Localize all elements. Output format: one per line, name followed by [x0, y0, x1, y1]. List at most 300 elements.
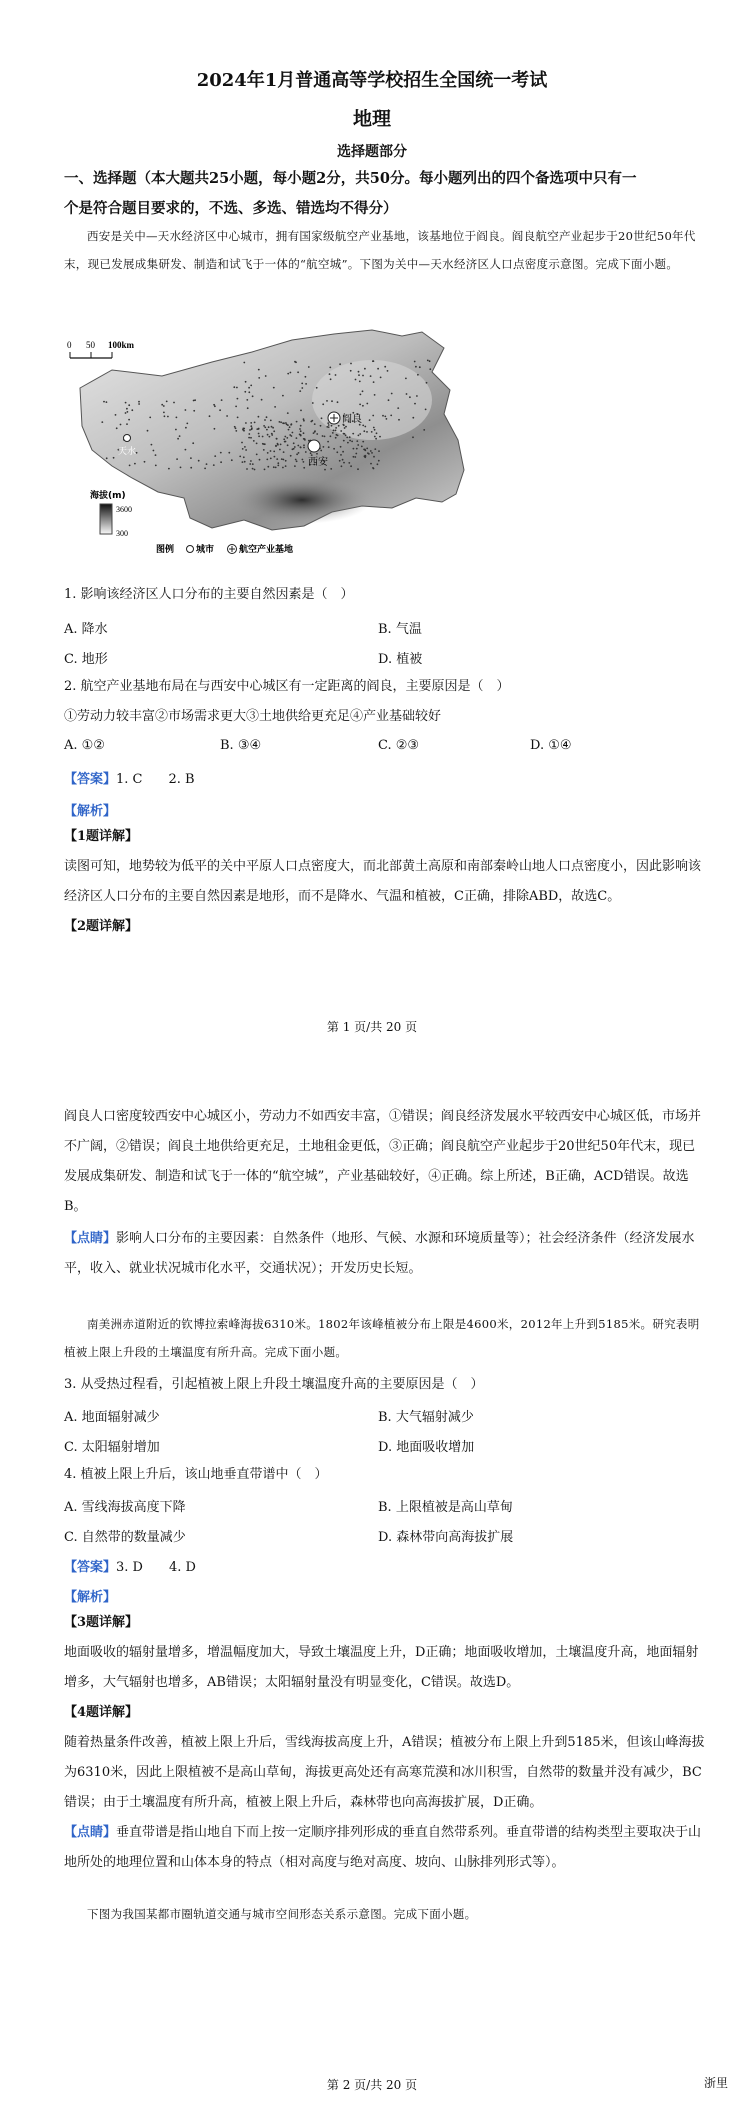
population-dot [206, 463, 208, 465]
population-dot [380, 377, 382, 379]
population-dot [300, 425, 302, 427]
population-dot [185, 409, 187, 411]
population-dot [243, 362, 245, 364]
population-dot [310, 421, 312, 423]
population-dot [263, 449, 265, 451]
population-dot [321, 417, 323, 419]
population-dot [285, 465, 287, 467]
population-dot [330, 378, 332, 380]
population-dot [335, 437, 337, 439]
population-dot [283, 451, 285, 453]
population-dot [303, 467, 305, 469]
legend-city: 城市 [196, 545, 215, 555]
population-dot [324, 469, 326, 471]
population-dot [138, 401, 140, 403]
corner-watermark: 浙里 [703, 2076, 728, 2090]
population-dot [287, 444, 289, 446]
page-footer-2: 第 2 页/共 20 页 [326, 2078, 418, 2092]
q2-option-a: A. ①② [64, 738, 105, 753]
population-dot [263, 425, 265, 427]
population-dot [416, 395, 418, 397]
q3-option-a: A. 地面辐射减少 [64, 1410, 160, 1425]
population-dot [287, 373, 289, 375]
population-dot [273, 430, 275, 432]
tips-text-2: 垂直带谱是指山地自下而上按一定顺序排列形成的垂直自然带系列。垂直带谱的结构类型主要取决于山地所处的地理位置和山体本身的特点（相对高度与绝对高度、坡向、山脉排列形式等）。 [64, 1825, 702, 1870]
population-dot [272, 427, 274, 429]
population-dot [376, 432, 378, 434]
population-dot [248, 391, 250, 393]
population-dot [237, 398, 239, 400]
population-dot [314, 430, 316, 432]
population-dot [371, 431, 373, 433]
answer-text: 1. C 2. B [116, 772, 195, 787]
population-dot [429, 368, 431, 370]
population-dot [264, 427, 266, 429]
population-dot [378, 450, 380, 452]
population-dot [350, 465, 352, 467]
question-2-items: ①劳动力较丰富②市场需求更大③土地供给更充足④产业基础较好 [64, 709, 442, 724]
answer-line-1 [64, 768, 195, 787]
population-dot [359, 404, 361, 406]
population-dot [245, 449, 247, 451]
population-dot [116, 427, 118, 429]
population-dot [351, 441, 353, 443]
population-dot [300, 446, 302, 448]
population-dot [372, 467, 374, 469]
population-dot [176, 417, 178, 419]
population-dot [338, 425, 340, 427]
population-dot [155, 465, 157, 467]
q2-detail-title: 【2题详解】 [64, 919, 139, 934]
population-dot [153, 450, 155, 452]
population-dot [289, 434, 291, 436]
population-dot [103, 401, 105, 403]
population-dot [175, 429, 177, 431]
population-dot [249, 429, 251, 431]
population-dot [405, 378, 407, 380]
population-dot [314, 423, 316, 425]
population-dot [250, 422, 252, 424]
population-dot [190, 457, 192, 459]
question-1: 1. 影响该经济区人口分布的主要自然因素是（ ） [64, 587, 354, 602]
q2-detail-continued: 阎良人口密度较西安中心城区小，劳动力不如西安丰富，①错误；阎良经济发展水平较西安中心城区低，市场并不广阔，②错误；阎良土地供给更充足，土地租金更低，③正确；阎良航空产业起步于20世纪50年代末，现已发展成集研发、制造和试飞于一体的“航空城”，产业基础较好，④正确。综上所述，B正确，ACD错误。故选B。 [64, 1109, 702, 1214]
population-dot [347, 442, 349, 444]
q1-option-d: D. 植被 [378, 652, 423, 667]
tips-text-1: 影响人口分布的主要因素：自然条件（地形、气候、水源和环境质量等）；社会经济条件（经济发展水平，收入、就业状况城市化水平，交通状况）；开发历史长短。 [64, 1231, 695, 1276]
population-dot [362, 425, 364, 427]
population-dot [273, 451, 275, 453]
population-dot [235, 430, 237, 432]
population-dot [270, 450, 272, 452]
population-dot [262, 436, 264, 438]
population-dot [167, 416, 169, 418]
population-dot [262, 443, 264, 445]
population-dot [331, 425, 333, 427]
legend-low: 300 [116, 529, 128, 538]
population-dot [294, 465, 296, 467]
q1-option-c: C. 地形 [64, 652, 108, 667]
population-dot [198, 460, 200, 462]
population-dot [406, 393, 408, 395]
population-dot [293, 442, 295, 444]
population-dot [267, 434, 269, 436]
scale-50-label: 50 [86, 340, 95, 350]
population-dot [364, 456, 366, 458]
population-dot [331, 400, 333, 402]
population-dot [301, 387, 303, 389]
population-dot [328, 424, 330, 426]
population-dot [423, 429, 425, 431]
population-dot [353, 456, 355, 458]
population-dot [248, 437, 250, 439]
population-dot [316, 433, 318, 435]
population-dot [384, 366, 386, 368]
population-dot [271, 434, 273, 436]
population-dot [370, 375, 372, 377]
population-dot [417, 374, 419, 376]
population-dot [369, 419, 371, 421]
city-marker-xian [308, 440, 320, 452]
population-dot [176, 458, 178, 460]
population-dot [316, 387, 318, 389]
population-dot [427, 360, 429, 362]
population-dot [344, 427, 346, 429]
population-dot [101, 421, 103, 423]
population-dot [299, 390, 301, 392]
population-dot [244, 446, 246, 448]
population-dot [350, 363, 352, 365]
population-dot [236, 387, 238, 389]
population-dot [283, 459, 285, 461]
population-dot [346, 437, 348, 439]
population-dot [280, 421, 282, 423]
population-dot [339, 460, 341, 462]
q2-option-c: C. ②③ [378, 738, 420, 753]
population-dot [362, 405, 364, 407]
population-dot [336, 434, 338, 436]
population-dot [287, 412, 289, 414]
population-dot [352, 433, 354, 435]
population-dot [269, 436, 271, 438]
population-dot [297, 445, 299, 447]
city-label-xian: 西安 [308, 457, 328, 468]
legend-high: 3600 [116, 505, 132, 514]
population-dot [250, 460, 252, 462]
population-dot [366, 403, 368, 405]
population-dot [264, 469, 266, 471]
population-dot [350, 370, 352, 372]
population-dot [358, 435, 360, 437]
population-dot [163, 412, 165, 414]
population-dot [303, 447, 305, 449]
population-dot [386, 418, 388, 420]
population-dot [209, 415, 211, 417]
population-dot [329, 367, 331, 369]
population-dot [239, 456, 241, 458]
population-dot [354, 456, 356, 458]
question-3: 3. 从受热过程看，引起植被上限上升段土壤温度升高的主要原因是（ ） [64, 1377, 484, 1392]
population-dot [364, 450, 366, 452]
population-dot [295, 459, 297, 461]
population-dot [280, 444, 282, 446]
population-dot [296, 437, 298, 439]
population-dot [214, 428, 216, 430]
population-dot [138, 403, 140, 405]
population-dot [242, 461, 244, 463]
exam-title: 2024年1月普通高等学校招生全国统一考试 [196, 70, 548, 91]
population-dot [214, 405, 216, 407]
q1-option-a: A. 降水 [64, 622, 108, 637]
population-dot [303, 420, 305, 422]
population-dot [149, 417, 151, 419]
population-dot [311, 454, 313, 456]
population-dot [348, 462, 350, 464]
population-dot [358, 371, 360, 373]
population-dot [300, 410, 302, 412]
population-dot [414, 403, 416, 405]
population-dot [258, 369, 260, 371]
population-dot [249, 463, 251, 465]
population-dot [248, 387, 250, 389]
population-dot [353, 448, 355, 450]
population-dot [258, 416, 260, 418]
population-dot [220, 461, 222, 463]
population-dot [168, 468, 170, 470]
population-dot [343, 433, 345, 435]
population-dot [285, 422, 287, 424]
population-dot [275, 445, 277, 447]
population-dot [259, 459, 261, 461]
population-dot [329, 373, 331, 375]
population-dot [252, 468, 254, 470]
population-dot [308, 366, 310, 368]
population-dot [357, 444, 359, 446]
population-dot [106, 401, 108, 403]
population-dot [275, 467, 277, 469]
population-dot [419, 366, 421, 368]
population-dot [258, 377, 260, 379]
population-dot [244, 391, 246, 393]
population-dot [155, 454, 157, 456]
population-dot [366, 431, 368, 433]
q3-option-c: C. 太阳辐射增加 [64, 1440, 160, 1455]
population-dot [330, 468, 332, 470]
population-dot [290, 455, 292, 457]
tips-tag-1: 【点睛】 [64, 1231, 117, 1246]
population-dot [285, 460, 287, 462]
population-dot [357, 468, 359, 470]
population-dot [290, 372, 292, 374]
q4-option-b: B. 上限植被是高山草甸 [378, 1500, 513, 1515]
legend-label: 图例 [156, 545, 175, 555]
passage-3: 下图为我国某都市圈轨道交通与城市空间形态关系示意图。完成下面小题。 [87, 1907, 477, 1921]
population-dot [276, 458, 278, 460]
population-dot [185, 427, 187, 429]
answer-line-2 [64, 1556, 196, 1575]
passage-2: 南美洲赤道附近的钦博拉索峰海拔6310米。1802年该峰植被分布上限是4600米，2012年上升到5185米。研究表明植被上限上升段的土壤温度有所升高。完成下面小题。 [64, 1317, 700, 1359]
population-dot [246, 399, 248, 401]
population-dot [221, 399, 223, 401]
population-dot [220, 452, 222, 454]
population-dot [377, 368, 379, 370]
population-dot [106, 457, 108, 459]
population-dot [370, 450, 372, 452]
population-dot [375, 438, 377, 440]
population-dot [412, 436, 414, 438]
q2-option-d: D. ①④ [530, 738, 572, 753]
population-dot [292, 432, 294, 434]
population-dot [247, 407, 249, 409]
population-dot [335, 374, 337, 376]
population-dot [364, 368, 366, 370]
population-dot [151, 444, 153, 446]
population-dot [372, 360, 374, 362]
population-dot [293, 448, 295, 450]
population-dot [374, 436, 376, 438]
passage-1: 西安是关中—天水经济区中心城市，拥有国家级航空产业基地，该基地位于阎良。阎良航空产业起步于20世纪50年代末，现已发展成集研发、制造和试飞于一体的“航空城”。下图为关中—天水经济区人口点密度示意图。完成下面小题。 [64, 229, 696, 271]
population-dot [330, 435, 332, 437]
population-dot [125, 412, 127, 414]
population-dot [340, 454, 342, 456]
population-dot [134, 463, 136, 465]
population-dot [326, 426, 328, 428]
population-dot [274, 456, 276, 458]
population-dot [374, 448, 376, 450]
population-dot [131, 409, 133, 411]
population-dot [339, 363, 341, 365]
population-dot [341, 465, 343, 467]
population-dot [368, 453, 370, 455]
population-dot [219, 409, 221, 411]
population-dot [296, 421, 298, 423]
population-dot [310, 452, 312, 454]
population-dot [244, 461, 246, 463]
population-dot [282, 467, 284, 469]
population-dot [161, 404, 163, 406]
population-dot [283, 438, 285, 440]
population-dot [425, 409, 427, 411]
scale-100-label: 100km [108, 340, 135, 350]
question-2: 2. 航空产业基地布局在与西安中心城区有一定距离的阎良，主要原因是（ ） [64, 679, 510, 694]
q4-detail: 随着热量条件改善，植被上限上升后，雪线海拔高度上升，A错误；植被分布上限上升到5185米，但该山峰海拔为6310米，因此上限植被不是高山草甸，海拔更高处还有高寒荒漠和冰川积雪，自然带的数量并没有减少，BC错误；由于土壤温度有所升高，植被上限上升后，森林带也向高海拔扩展，D正确。 [64, 1735, 705, 1810]
population-dot [248, 433, 250, 435]
population-dot [270, 458, 272, 460]
population-dot [250, 385, 252, 387]
population-dot [256, 454, 258, 456]
population-dot [129, 465, 131, 467]
population-dot [164, 415, 166, 417]
subject-title: 地理 [352, 108, 391, 130]
q3-detail-title: 【3题详解】 [64, 1615, 139, 1630]
analysis-tag-2: 【解析】 [64, 1590, 117, 1605]
population-dot [266, 429, 268, 431]
population-dot [326, 400, 328, 402]
population-dot [267, 466, 269, 468]
population-dot [288, 429, 290, 431]
population-dot [297, 371, 299, 373]
q3-detail: 地面吸收的辐射量增多，增温幅度加大，导致土壤温度上升，D正确；地面吸收增加，土壤温度升高，地面辐射增多，大气辐射也增多，AB错误；太阳辐射量没有明显变化，C错误。故选D。 [64, 1645, 699, 1690]
population-dot [126, 423, 128, 425]
population-dot [271, 426, 273, 428]
section-title: 选择题部分 [337, 144, 407, 160]
legend-aviation-base: 航空产业基地 [239, 545, 294, 555]
population-dot [355, 379, 357, 381]
population-dot [177, 438, 179, 440]
population-dot [343, 462, 345, 464]
population-dot [362, 390, 364, 392]
population-dot [252, 463, 254, 465]
population-dot [254, 422, 256, 424]
population-dot [242, 429, 244, 431]
population-dot [253, 440, 255, 442]
population-dot [322, 435, 324, 437]
population-dot [300, 430, 302, 432]
city-label-yanliang: 阎良 [342, 414, 362, 425]
population-dot [284, 436, 286, 438]
answer-tag: 【答案】 [64, 772, 117, 787]
population-dot [362, 441, 364, 443]
population-dot [193, 400, 195, 402]
population-dot [245, 381, 247, 383]
answer-text-2: 3. D 4. D [116, 1560, 196, 1575]
population-dot [190, 467, 192, 469]
legend-title: 海拔(m) [90, 491, 126, 501]
elevation-ramp [100, 504, 112, 534]
population-dot [333, 430, 335, 432]
analysis-tag: 【解析】 [64, 804, 117, 819]
population-dot [180, 467, 182, 469]
population-dot [412, 417, 414, 419]
population-dot [336, 451, 338, 453]
population-dot [361, 446, 363, 448]
population-dot [378, 460, 380, 462]
analysis-line-1 [64, 800, 116, 819]
population-dot [251, 427, 253, 429]
population-dot [186, 423, 188, 425]
population-dot [358, 374, 360, 376]
population-dot [397, 407, 399, 409]
population-dot [377, 463, 379, 465]
population-dot [300, 435, 302, 437]
tips-2 [64, 1818, 708, 1878]
population-dot [356, 440, 358, 442]
population-dot [335, 427, 337, 429]
population-dot [372, 415, 374, 417]
population-dot [274, 406, 276, 408]
population-dot [258, 433, 260, 435]
population-dot [233, 386, 235, 388]
population-dot [360, 394, 362, 396]
q2-option-b: B. ③④ [220, 738, 262, 753]
population-dot [305, 451, 307, 453]
population-dot [296, 460, 298, 462]
population-dot [429, 360, 431, 362]
population-dot [335, 430, 337, 432]
population-dot [246, 468, 248, 470]
population-dot [302, 459, 304, 461]
population-dot [305, 376, 307, 378]
population-dot [290, 424, 292, 426]
page-2 [0, 1052, 744, 2104]
population-dot [256, 443, 258, 445]
population-dot [266, 416, 268, 418]
population-dot [261, 399, 263, 401]
population-dot [337, 401, 339, 403]
population-dot [379, 436, 381, 438]
population-dot [333, 448, 335, 450]
page-footer-1: 第 1 页/共 20 页 [326, 1020, 418, 1034]
population-dot [235, 427, 237, 429]
